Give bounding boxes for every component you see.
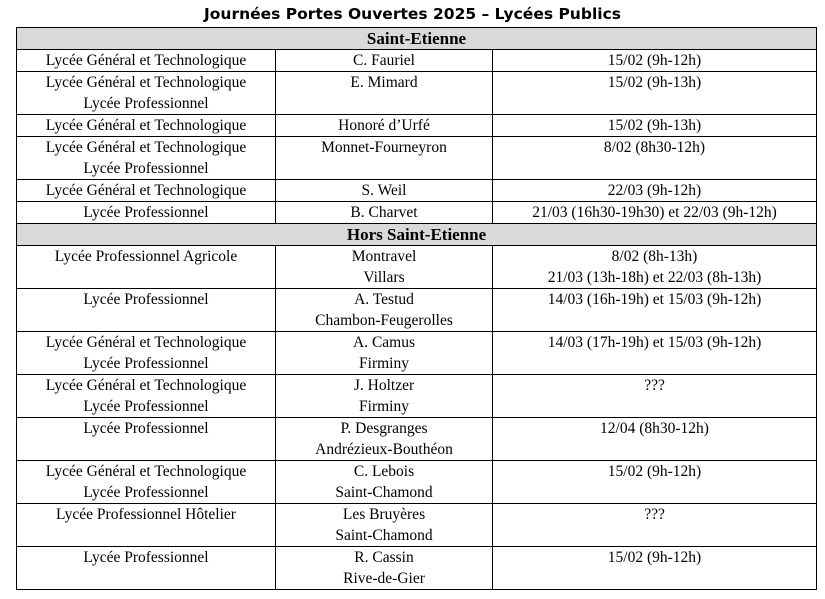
open-day-dates-cell — [493, 461, 817, 504]
school-name-line: B. Charvet — [350, 204, 418, 221]
school-type-line: Lycée Professionnel — [83, 420, 209, 437]
school-type-cell — [17, 180, 276, 202]
open-day-dates-line: 15/02 (9h-12h) — [607, 52, 702, 69]
school-name-cell — [276, 418, 493, 461]
open-day-dates-cell — [493, 332, 817, 375]
school-name-line: Andrézieux-Bouthéon — [315, 441, 453, 458]
school-name-line: R. Cassin — [354, 549, 414, 566]
school-name-line: Montravel — [351, 248, 417, 265]
school-type-cell — [17, 418, 276, 461]
school-name-line: S. Weil — [361, 182, 407, 199]
school-type-cell — [17, 332, 276, 375]
school-type-line: Lycée Professionnel — [83, 204, 209, 221]
school-type-line: Lycée Professionnel — [83, 95, 209, 112]
school-type-line: Lycée Professionnel — [83, 484, 209, 501]
school-type-line: Lycée Professionnel Hôtelier — [56, 506, 236, 523]
school-name-cell — [276, 289, 493, 332]
table-body — [17, 28, 817, 590]
school-name-line: Rive-de-Gier — [343, 570, 425, 587]
school-name-line: J. Holtzer — [353, 377, 415, 394]
school-type-cell — [17, 137, 276, 180]
school-name-cell — [276, 202, 493, 224]
open-day-dates-line: 21/03 (13h-18h) et 22/03 (8h-13h) — [547, 269, 762, 286]
open-day-dates-cell — [493, 504, 817, 547]
school-name-line: Honoré d’Urfé — [338, 117, 430, 134]
school-type-line: Lycée Général et Technologique — [45, 377, 247, 394]
school-type-cell — [17, 115, 276, 137]
school-type-line: Lycée Général et Technologique — [45, 74, 247, 91]
school-name-line: Saint-Chamond — [335, 484, 433, 501]
table-row — [17, 115, 817, 137]
school-type-line: Lycée Général et Technologique — [45, 139, 247, 156]
school-name-line: Chambon-Feugerolles — [315, 312, 453, 329]
section-heading: Hors Saint-Etienne — [17, 224, 817, 246]
table-row — [17, 180, 817, 202]
school-type-line: Lycée Professionnel — [83, 355, 209, 372]
school-type-line: Lycée Professionnel — [83, 291, 209, 308]
school-type-cell — [17, 246, 276, 289]
open-day-dates-cell — [493, 202, 817, 224]
open-day-dates-line: 15/02 (9h-12h) — [607, 549, 702, 566]
open-day-dates-line: 15/02 (9h-13h) — [607, 74, 702, 91]
school-name-cell — [276, 180, 493, 202]
school-type-cell — [17, 50, 276, 72]
table-row — [17, 504, 817, 547]
table-row — [17, 418, 817, 461]
school-name-cell — [276, 461, 493, 504]
open-days-table — [16, 27, 817, 590]
open-day-dates-line: 14/03 (16h-19h) et 15/03 (9h-12h) — [547, 291, 762, 308]
section-header-row — [17, 224, 817, 246]
school-type-cell — [17, 289, 276, 332]
school-name-line: C. Lebois — [353, 463, 415, 480]
school-name-cell — [276, 246, 493, 289]
school-name-line: A. Testud — [354, 291, 414, 308]
school-name-cell — [276, 50, 493, 72]
school-name-cell — [276, 504, 493, 547]
open-day-dates-cell — [493, 246, 817, 289]
school-name-cell — [276, 375, 493, 418]
school-type-cell — [17, 504, 276, 547]
school-type-line: Lycée Professionnel — [83, 160, 209, 177]
table-row — [17, 202, 817, 224]
table-row — [17, 246, 817, 289]
table-row — [17, 72, 817, 115]
table-row — [17, 375, 817, 418]
school-type-line: Lycée Général et Technologique — [45, 182, 247, 199]
table-row — [17, 50, 817, 72]
page-title: Journées Portes Ouvertes 2025 – Lycées Publics — [204, 5, 621, 23]
open-day-dates-line: 15/02 (9h-13h) — [607, 117, 702, 134]
school-name-line: Firminy — [359, 398, 409, 415]
school-name-line: A. Camus — [353, 334, 415, 351]
open-day-dates-cell — [493, 180, 817, 202]
school-type-cell — [17, 547, 276, 590]
school-type-line: Lycée Général et Technologique — [45, 117, 247, 134]
open-day-dates-line: 8/02 (8h30-12h) — [603, 139, 706, 156]
school-name-cell — [276, 332, 493, 375]
school-type-line: Lycée Professionnel Agricole — [54, 248, 238, 265]
school-type-line: Lycée Général et Technologique — [45, 334, 247, 351]
school-type-cell — [17, 202, 276, 224]
open-day-dates-line: ??? — [644, 377, 665, 394]
open-day-dates-cell — [493, 418, 817, 461]
open-day-dates-line: 8/02 (8h-13h) — [611, 248, 698, 265]
school-type-line: Lycée Professionnel — [83, 549, 209, 566]
school-name-line: Monnet-Fourneyron — [321, 139, 447, 156]
open-day-dates-line: 21/03 (16h30-19h30) et 22/03 (9h-12h) — [532, 204, 777, 221]
school-name-line: Firminy — [359, 355, 409, 372]
open-day-dates-line: 22/03 (9h-12h) — [607, 182, 702, 199]
table-row — [17, 547, 817, 590]
open-day-dates-line: 12/04 (8h30-12h) — [600, 420, 709, 437]
open-day-dates-cell — [493, 547, 817, 590]
section-header-row — [17, 28, 817, 50]
school-type-line: Lycée Général et Technologique — [45, 463, 247, 480]
open-day-dates-line: ??? — [644, 506, 665, 523]
school-type-line: Lycée Professionnel — [83, 398, 209, 415]
table-row — [17, 332, 817, 375]
table-row — [17, 461, 817, 504]
school-name-cell — [276, 115, 493, 137]
school-type-cell — [17, 72, 276, 115]
school-name-line: Les Bruyères — [342, 506, 426, 523]
section-heading: Saint-Etienne — [17, 28, 817, 50]
open-day-dates-cell — [493, 50, 817, 72]
school-name-cell — [276, 72, 493, 115]
school-name-line: C. Fauriel — [353, 52, 415, 69]
school-type-cell — [17, 375, 276, 418]
open-day-dates-cell — [493, 375, 817, 418]
school-type-cell — [17, 461, 276, 504]
open-day-dates-cell — [493, 115, 817, 137]
open-day-dates-line: 14/03 (17h-19h) et 15/03 (9h-12h) — [547, 334, 762, 351]
school-name-line: Villars — [363, 269, 405, 286]
school-name-line: P. Desgranges — [340, 420, 428, 437]
school-name-cell — [276, 137, 493, 180]
open-day-dates-cell — [493, 137, 817, 180]
table-row — [17, 137, 817, 180]
table-row — [17, 289, 817, 332]
school-name-line: E. Mimard — [350, 74, 418, 91]
open-day-dates-line: 15/02 (9h-12h) — [607, 463, 702, 480]
open-day-dates-cell — [493, 289, 817, 332]
school-type-line: Lycée Général et Technologique — [45, 52, 247, 69]
open-day-dates-cell — [493, 72, 817, 115]
school-name-line: Saint-Chamond — [335, 527, 433, 544]
school-name-cell — [276, 547, 493, 590]
